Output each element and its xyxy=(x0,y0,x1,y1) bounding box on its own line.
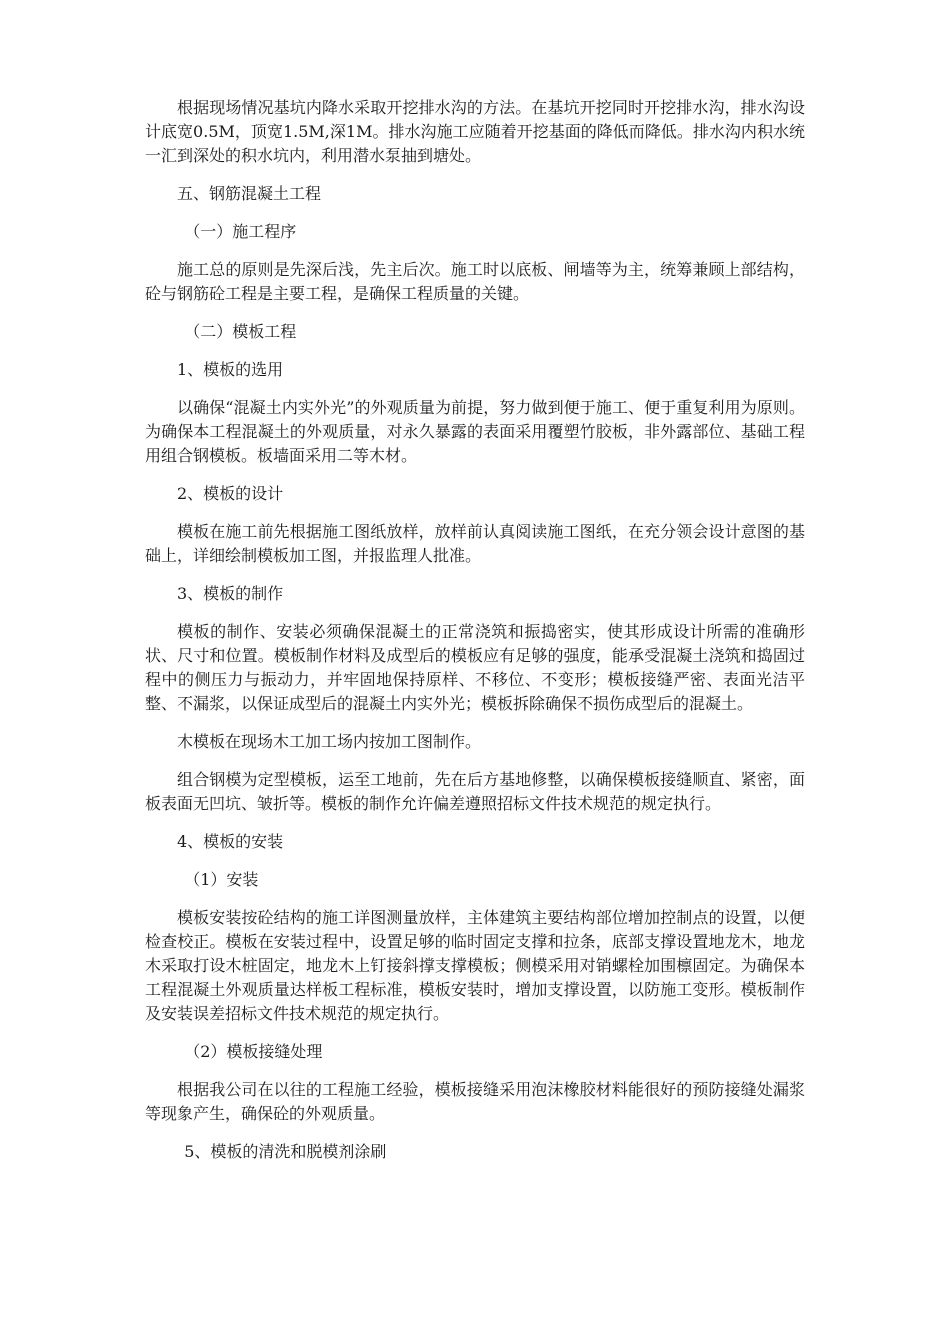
heading-formwork: （二）模板工程 xyxy=(184,322,297,341)
paragraph-wood-formwork: 木模板在现场木工加工场内按加工图制作。 xyxy=(177,732,482,751)
heading-section-5: 五、钢筋混凝土工程 xyxy=(177,184,322,203)
heading-formwork-fabrication: 3、模板的制作 xyxy=(177,584,284,603)
heading-formwork-design: 2、模板的设计 xyxy=(177,484,284,503)
paragraph-formwork-design: 模板在施工前先根据施工图纸放样，放样前认真阅读施工图纸，在充分领会设计意图的基础上，详细绘制模板加工图，并报监理人批准。 xyxy=(145,522,805,565)
heading-installation: （1）安装 xyxy=(184,870,259,889)
heading-construction-sequence: （一）施工程序 xyxy=(184,222,297,241)
document-body xyxy=(145,96,805,1164)
heading-formwork-selection: 1、模板的选用 xyxy=(177,360,284,379)
paragraph-installation: 模板安装按砼结构的施工详图测量放样，主体建筑主要结构部位增加控制点的设置，以便检查校正。模板在安装过程中，设置足够的临时固定支撑和拉条，底部支撑设置地龙木，地龙木采取打设木桩固定，地龙木上钉接斜撑支撑模板；侧模采用对销螺栓加围檩固定。为确保本工程混凝土外观质量达样板工程标准，模板安装时，增加支撑设置，以防施工变形。模板制作及安装误差招标文件技术规范的规定执行。 xyxy=(145,908,805,1023)
paragraph-construction-principle: 施工总的原则是先深后浅，先主后次。施工时以底板、闸墙等为主，统筹兼顾上部结构，砼与钢筋砼工程是主要工程，是确保工程质量的关键。 xyxy=(145,260,805,303)
paragraph-joint-treatment: 根据我公司在以往的工程施工经验，模板接缝采用泡沫橡胶材料能很好的预防接缝处漏浆等现象产生，确保砼的外观质量。 xyxy=(145,1080,805,1123)
paragraph-steel-formwork: 组合钢模为定型模板，运至工地前，先在后方基地修整，以确保模板接缝顺直、紧密，面板表面无凹坑、皱折等。模板的制作允许偏差遵照招标文件技术规范的规定执行。 xyxy=(145,770,805,813)
paragraph-formwork-selection: 以确保“混凝土内实外光”的外观质量为前提，努力做到便于施工、便于重复利用为原则。为确保本工程混凝土的外观质量，对永久暴露的表面采用覆塑竹胶板，非外露部位、基础工程用组合钢模板。板墙面采用二等木材。 xyxy=(145,398,805,465)
heading-formwork-cleaning: 5、模板的清洗和脱模剂涂刷 xyxy=(184,1142,387,1161)
paragraph-formwork-fabrication: 模板的制作、安装必须确保混凝土的正常浇筑和振捣密实，使其形成设计所需的准确形状、尺寸和位置。模板制作材料及成型后的模板应有足够的强度，能承受混凝土浇筑和捣固过程中的侧压力与振动力，并牢固地保持原样、不移位、不变形；模板接缝严密、表面光洁平整、不漏浆，以保证成型后的混凝土内实外光；模板拆除确保不损伤成型后的混凝土。 xyxy=(145,622,805,713)
heading-formwork-installation: 4、模板的安装 xyxy=(177,832,284,851)
heading-joint-treatment: （2）模板接缝处理 xyxy=(184,1042,323,1061)
paragraph-drainage-ditch: 根据现场情况基坑内降水采取开挖排水沟的方法。在基坑开挖同时开挖排水沟，排水沟设计底宽0.5M，顶宽1.5M,深1M。排水沟施工应随着开挖基面的降低而降低。排水沟内积水统一汇到深处的积水坑内，利用潜水泵抽到塘处。 xyxy=(145,98,805,165)
